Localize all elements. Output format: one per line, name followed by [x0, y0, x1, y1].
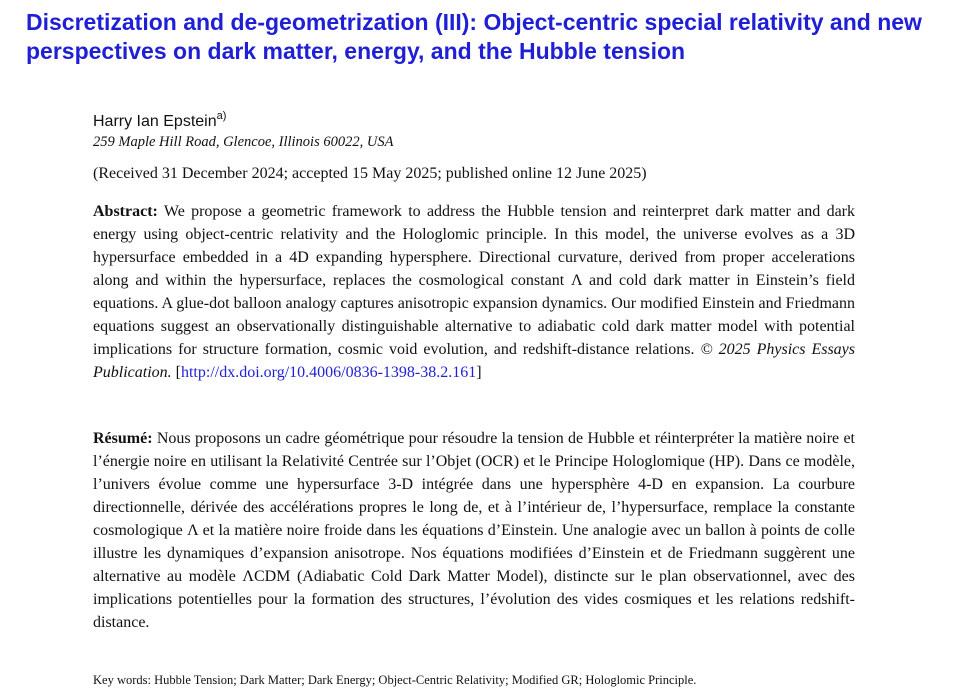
copyright-notice: © 2025 Physics Essays Publication. — [93, 341, 855, 381]
doi-link[interactable]: http://dx.doi.org/10.4006/0836-1398-38.2.161 — [180, 364, 477, 381]
keywords-list: Hubble Tension; Dark Matter; Dark Energy; Object-Centric Relativity; Modified GR; Hologlomic Principle. — [154, 673, 697, 687]
resume-text: Nous proposons un cadre géométrique pour résoudre la tension de Hubble et réinterpréter la matière noire et l’énergie noire en utilisant la Relativité Centrée sur l’Objet (OCR) et le Principe Hologlomique (HP). Dans ce modèle, l’univers évolue comme une hypersurface 3-D intégrée dans une hypersphère 4-D en expansion. La courbure directionnelle, dérivée des accélérations propres le long de, et à l’intérieur de, l’hypersurface, remplace la constante cosmologique Λ et la matière noire froide dans les équations d’Einstein. Une analogie avec un ballon à points de colle illustre les dynamiques d’expansion anisotrope. Nos équations modifiées d’Einstein et de Friedmann suggèrent une alternative au modèle ΛCDM (Adiabatic Cold Dark Matter Model), distincte sur le plan observationnel, avec des implications potentielles pour la formation des structures, l’évolution des vides cosmiques et les relations redshift-distance. — [93, 430, 856, 631]
abstract-text: We propose a geometric framework to address the Hubble tension and reinterpret dark matter and dark energy using object-centric relativity and the Hologlomic principle. In this model, the universe evolves as a 3D hypersurface embedded in a 4D expanding hypersphere. Directional curvature, derived from proper accelerations along and within the hypersurface, replaces the cosmological constant Λ and cold dark matter in Einstein’s field equations. A glue-dot balloon analogy captures anisotropic expansion dynamics. Our modified Einstein and Friedmann equations suggest an observationally distinguishable alternative to adiabatic cold dark matter model with potential implications for structure formation, cosmic void evolution, and redshift-distance relations. — [93, 203, 856, 358]
keywords — [93, 673, 696, 688]
resume — [93, 427, 855, 634]
resume-label: Résumé: — [93, 430, 153, 447]
author-name: Harry Ian Epstein — [93, 113, 217, 130]
abstract-label: Abstract: — [93, 203, 158, 220]
paper-title: Discretization and de-geometrization (III): Object-centric special relativity and new perspectives on dark matter, energy, and the Hubble tension — [26, 9, 922, 64]
author-line — [93, 109, 227, 131]
publication-dates: (Received 31 December 2024; accepted 15 May 2025; published online 12 June 2025) — [93, 165, 647, 182]
author-footnote-mark[interactable]: a) — [216, 109, 227, 122]
author-affiliation: 259 Maple Hill Road, Glencoe, Illinois 60022, USA — [93, 134, 394, 150]
abstract: Abstract: We propose a geometric framework to address the Hubble tension and reinterpret dark matter and dark energy using object-centric relativity and the Hologlomic principle. In this model, the universe evolves as a 3D hypersurface embedded in a 4D expanding hypersphere. Directional curvature, derived from proper accelerations along and within the hypersurface, replaces the cosmological constant Λ and cold dark matter in Einstein’s field equations. A glue-dot balloon analogy captures anisotropic expansion dynamics. Our modified Einstein and Friedmann equations suggest an observationally distinguishable alternative to adiabatic cold dark matter model with potential implications for structure formation, cosmic void evolution, and redshift-distance relations. © 2025 Physics Essays Publication. [http://dx.doi.org/10.4006/0836-1398-38.2.161] — [93, 203, 856, 381]
keywords-label: Key words: — [93, 673, 151, 687]
